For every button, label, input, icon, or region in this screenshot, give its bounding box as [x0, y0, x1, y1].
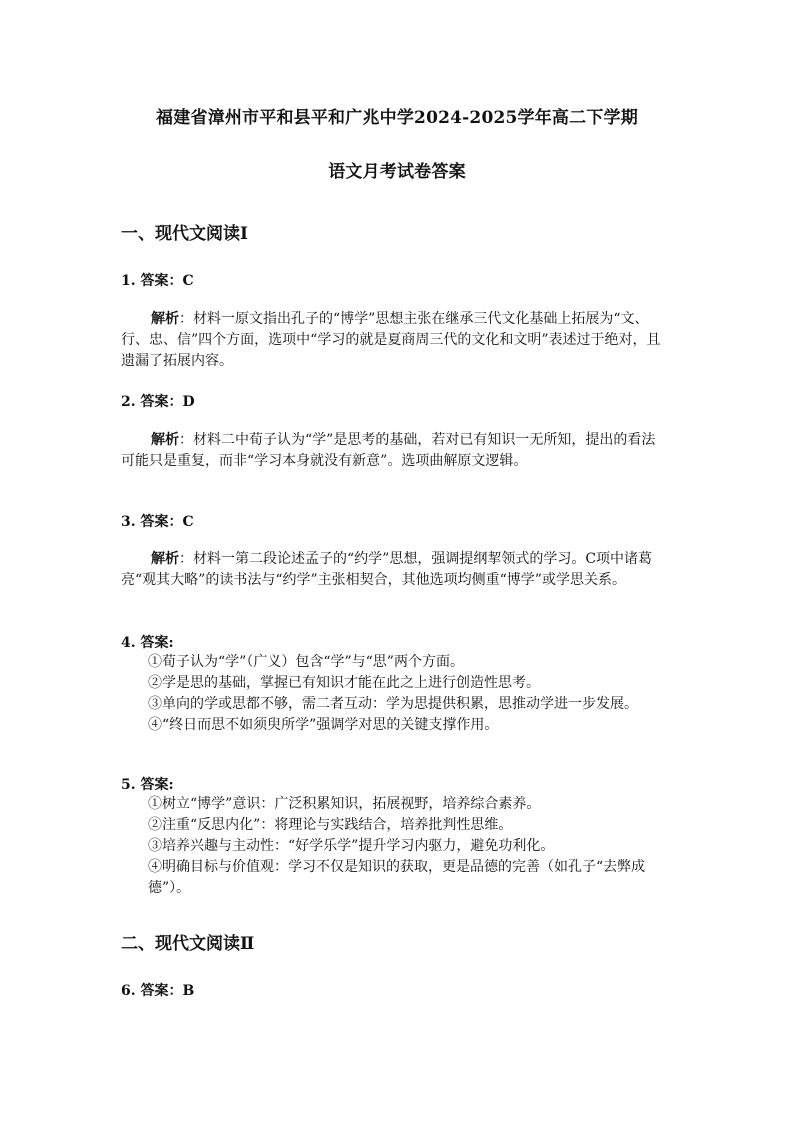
list-item: ①荀子认为“学”（广义）包含“学”与“思”两个方面。 [148, 654, 464, 670]
list-item: ③单向的学或思都不够，需二者互动：学为思提供积累，思推动学进一步发展。 [148, 696, 638, 712]
question-3-analysis [121, 549, 669, 591]
question-1-analysis [121, 309, 669, 372]
question-6-answer: 6. 答案：B [121, 983, 195, 999]
list-item: ②注重“反思内化”：将理论与实践结合，培养批判性思维。 [148, 817, 513, 833]
list-item: ④明确目标与价值观：学习不仅是知识的获取，更是品德的完善（如孔子“去弊成德”）。 [148, 859, 646, 896]
analysis-label: 解析 [151, 551, 179, 567]
question-1-answer: 1. 答案：C [121, 273, 194, 289]
question-2-answer: 2. 答案：D [121, 394, 195, 410]
document-title-line2: 语文月考试卷答案 [328, 162, 466, 182]
question-1-analysis-text: ：材料一原文指出孔子的“博学”思想主张在继承三代文化基础上拓展为“文、行、忠、信”四个方面，选项中“学习的就是夏商周三代的文化和文明”表述过于绝对，且遗漏了拓展内容。 [121, 311, 661, 369]
analysis-label: 解析 [151, 311, 179, 327]
document-title-line1: 福建省漳州市平和县平和广兆中学2024-2025学年高二下学期 [156, 108, 638, 128]
list-item: ①树立“博学”意识：广泛积累知识，拓展视野，培养综合素养。 [148, 796, 541, 812]
analysis-label: 解析 [151, 432, 179, 448]
question-5-answer-list [148, 794, 670, 899]
question-2-analysis [121, 430, 669, 472]
section-heading-reading-1: 一、现代文阅读Ⅰ [121, 224, 248, 244]
question-5-answer: 5. 答案: [121, 777, 174, 793]
question-4-answer: 4. 答案: [121, 635, 174, 651]
section-heading-reading-2: 二、现代文阅读Ⅱ [121, 934, 255, 954]
question-4-answer-list [148, 652, 670, 736]
question-3-analysis-text: ：材料一第二段论述孟子的“约学”思想，强调提纲挈领式的学习。C项中诸葛亮“观其大略”的读书法与“约学”主张相契合，其他选项均侧重“博学”或学思关系。 [121, 551, 653, 588]
list-item: ③培养兴趣与主动性：“好学乐学”提升学习内驱力，避免功利化。 [148, 838, 555, 854]
question-2-analysis-text: ：材料二中荀子认为“学”是思考的基础，若对已有知识一无所知，提出的看法可能只是重复，而非“学习本身就没有新意”。选项曲解原文逻辑。 [121, 432, 656, 469]
list-item: ④“终日而思不如须臾所学”强调学对思的关键支撑作用。 [148, 717, 499, 733]
question-3-answer: 3. 答案：C [121, 514, 194, 530]
list-item: ②学是思的基础，掌握已有知识才能在此之上进行创造性思考。 [148, 675, 540, 691]
